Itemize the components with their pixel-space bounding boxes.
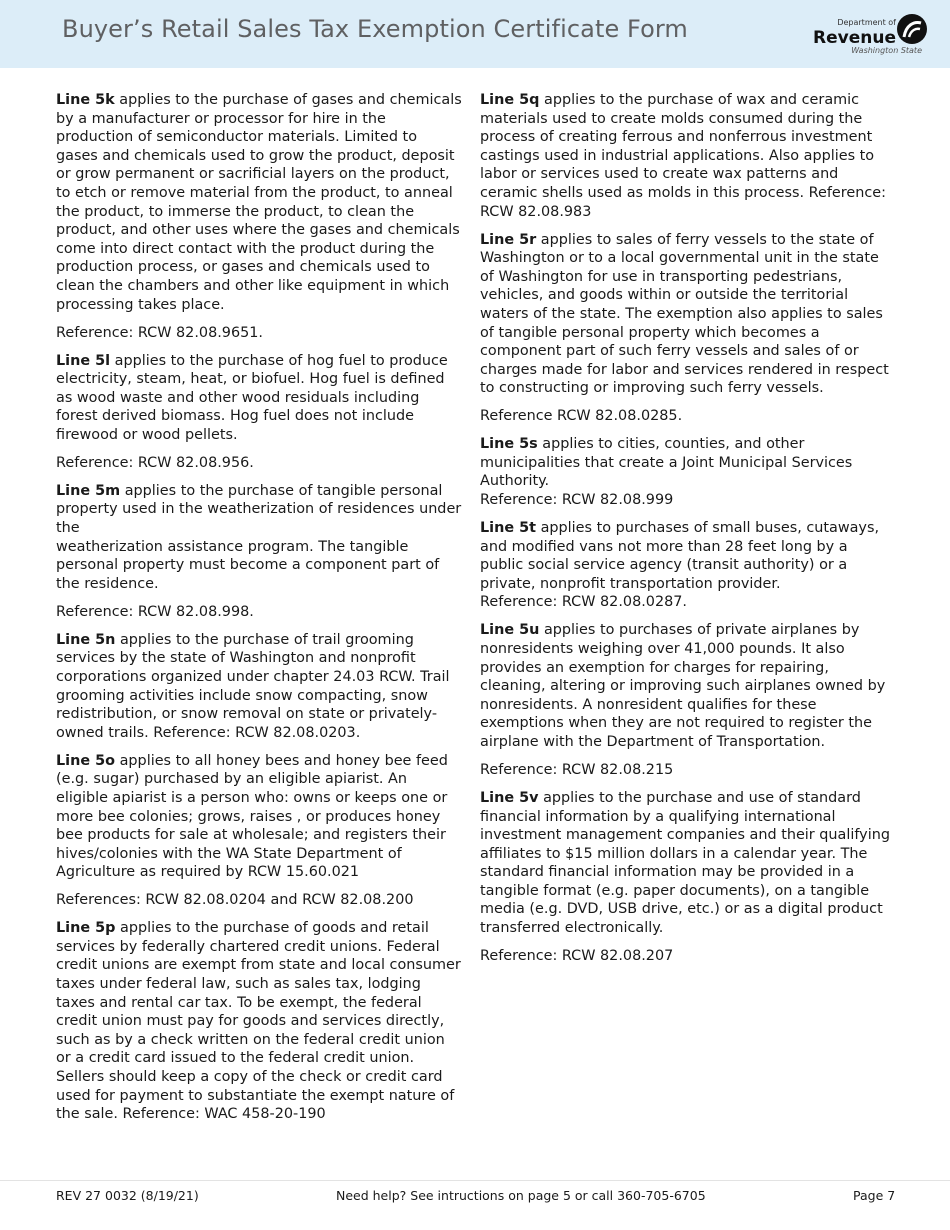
paragraph-text: applies to purchases of private airplanes by nonresidents weighing over 41,000 pounds. It also provides an exemption for charges for repairing, cleaning, altering or improving such airplanes owned by nonresidents. A nonresident qualifies for these exemptions when they are not required to register the airplane with the Department of Transportation.: [480, 622, 886, 750]
paragraph: [480, 621, 892, 751]
paragraph: [56, 324, 462, 343]
footer-divider: [0, 1180, 950, 1181]
line-label: Line 5p: [56, 920, 116, 937]
page-header: [0, 0, 950, 68]
paragraph: [56, 454, 462, 473]
paragraph: [56, 352, 462, 445]
dor-logo: [813, 12, 928, 58]
paragraph-text: applies to cities, counties, and other municipalities that create a Joint Municipal Services Authority. Reference: RCW 82.08.999: [480, 436, 853, 509]
paragraph-text: Reference: RCW 82.08.207: [480, 948, 674, 965]
paragraph: [56, 752, 462, 882]
paragraph: [480, 231, 892, 398]
paragraph-text: applies to the purchase of trail grooming services by the state of Washington and nonprofit corporations organized under chapter 24.03 RCW. Trail grooming activities include snow compacting, snow redistribution, or snow removal on state or privately-owned trails. Reference: RCW 82.08.0203.: [56, 631, 450, 741]
logo-dept-text: Department of: [837, 18, 896, 27]
paragraph-text: applies to the purchase of hog fuel to produce electricity, steam, heat, or biofuel. Hog fuel is defined as wood waste and other wood residuals including forest derived biomass. Hog fuel does not include firewood or wood pellets.: [56, 352, 448, 443]
paragraph: [480, 91, 892, 221]
paragraph-text: References: RCW 82.08.0204 and RCW 82.08.200: [56, 892, 414, 909]
line-label: Line 5u: [480, 622, 540, 639]
form-title: Buyer’s Retail Sales Tax Exemption Certificate Form: [62, 15, 688, 43]
paragraph-text: applies to purchases of small buses, cutaways, and modified vans not more than 28 feet long by a public social service agency (transit authority) or a private, nonprofit transportation provider. Reference: RCW 82.08.0287.: [480, 520, 880, 611]
paragraph-text: applies to all honey bees and honey bee feed (e.g. sugar) purchased by an eligible apiarist. An eligible apiarist is a person who: owns or keeps one or more bee colonies; grows, raises , or produces honey bee products for sale at wholesale; and registers their hives/colonies with the WA State Department of Agriculture as required by RCW 15.60.021: [56, 752, 448, 881]
page-number: Page 7: [853, 1188, 896, 1203]
line-label: Line 5s: [480, 436, 538, 453]
paragraph: [56, 631, 462, 743]
paragraph: [56, 603, 462, 622]
form-number: REV 27 0032 (8/19/21): [56, 1188, 199, 1203]
paragraph: [56, 482, 462, 594]
paragraph: [480, 761, 892, 780]
paragraph: [480, 407, 892, 426]
line-label: Line 5l: [56, 352, 111, 369]
right-column: [480, 91, 892, 975]
paragraph: [480, 435, 892, 509]
paragraph-text: applies to the purchase of wax and ceramic materials used to create molds consumed during the process of creating ferrous and nonferrous investment castings used in industrial applications. Also applies to labor or services used to create wax patterns and ceramic shells used as molds in this process. Reference: RCW 82.08.983: [480, 92, 886, 220]
paragraph-text: Reference: RCW 82.08.956.: [56, 454, 254, 471]
paragraph-text: applies to the purchase of gases and chemicals by a manufacturer or processor for hire in the production of semiconductor materials. Limited to gases and chemicals used to grow the product, deposit or grow permanent or sacrificial layers on the product, to etch or remove material from the product, to anneal the product, to immerse the product, to clean the product, and other uses where the gases and chemicals come into direct contact with the product during the production process, or gases and chemicals used to clean the chambers and other like equipment in which processing takes place.: [56, 92, 462, 313]
line-label: Line 5m: [56, 482, 121, 499]
line-label: Line 5q: [480, 92, 540, 108]
paragraph-text: Reference RCW 82.08.0285.: [480, 408, 683, 425]
line-label: Line 5k: [56, 92, 115, 108]
paragraph-text: applies to the purchase of goods and retail services by federally chartered credit unions. Federal credit unions are exempt from state and local consumer taxes under federal law, such as sales tax, lodging taxes and rental car tax. To be exempt, the federal credit union must pay for goods and services directly, such as by a check written on the federal credit union or a credit card issued to the federal credit union. Sellers should keep a copy of the check or credit card used for payment to substantiate the exempt nature of the sale. Reference: WAC 458-20-190: [56, 920, 461, 1123]
paragraph-text: applies to the purchase and use of standard financial information by a qualifying international investment management companies and their qualifying affiliates to $15 million dollars in a calendar year. The standard financial information may be provided in a tangible format (e.g. paper documents), on a tangible media (e.g. DVD, USB drive, etc.) or as a digital product transferred electronically.: [480, 789, 890, 937]
paragraph: [480, 947, 892, 966]
paragraph-text: applies to sales of ferry vessels to the state of Washington or to a local governmental unit in the state of Washington for use in transporting pedestrians, vehicles, and goods within or outside the territorial waters of the state. The exemption also applies to sales of tangible personal property which becomes a component part of such ferry vessels and sales of or charges made for labor and services rendered in respect to constructing or improving such ferry vessels.: [480, 231, 889, 397]
paragraph: [56, 891, 462, 910]
line-label: Line 5o: [56, 752, 116, 769]
paragraph-text: applies to the purchase of tangible personal property used in the weatherization of residences under the weatherization assistance program. The tangible personal property must become a component part of the residence.: [56, 482, 462, 592]
logo-revenue-text: Revenue: [813, 28, 896, 48]
line-label: Line 5v: [480, 789, 539, 806]
paragraph: [480, 789, 892, 938]
line-label: Line 5n: [56, 631, 116, 648]
paragraph-text: Reference: RCW 82.08.998.: [56, 603, 254, 620]
left-column: [56, 91, 462, 1133]
paragraph-text: Reference: RCW 82.08.9651.: [56, 324, 263, 341]
paragraph: [56, 91, 462, 314]
revenue-logo-icon: [896, 13, 928, 45]
line-label: Line 5r: [480, 231, 537, 248]
line-label: Line 5t: [480, 520, 537, 537]
paragraph: [56, 919, 462, 1124]
paragraph: [480, 519, 892, 612]
help-text: Need help? See intructions on page 5 or call 360-705-6705: [336, 1188, 706, 1203]
paragraph-text: Reference: RCW 82.08.215: [480, 761, 674, 778]
logo-state-text: Washington State: [851, 46, 922, 55]
